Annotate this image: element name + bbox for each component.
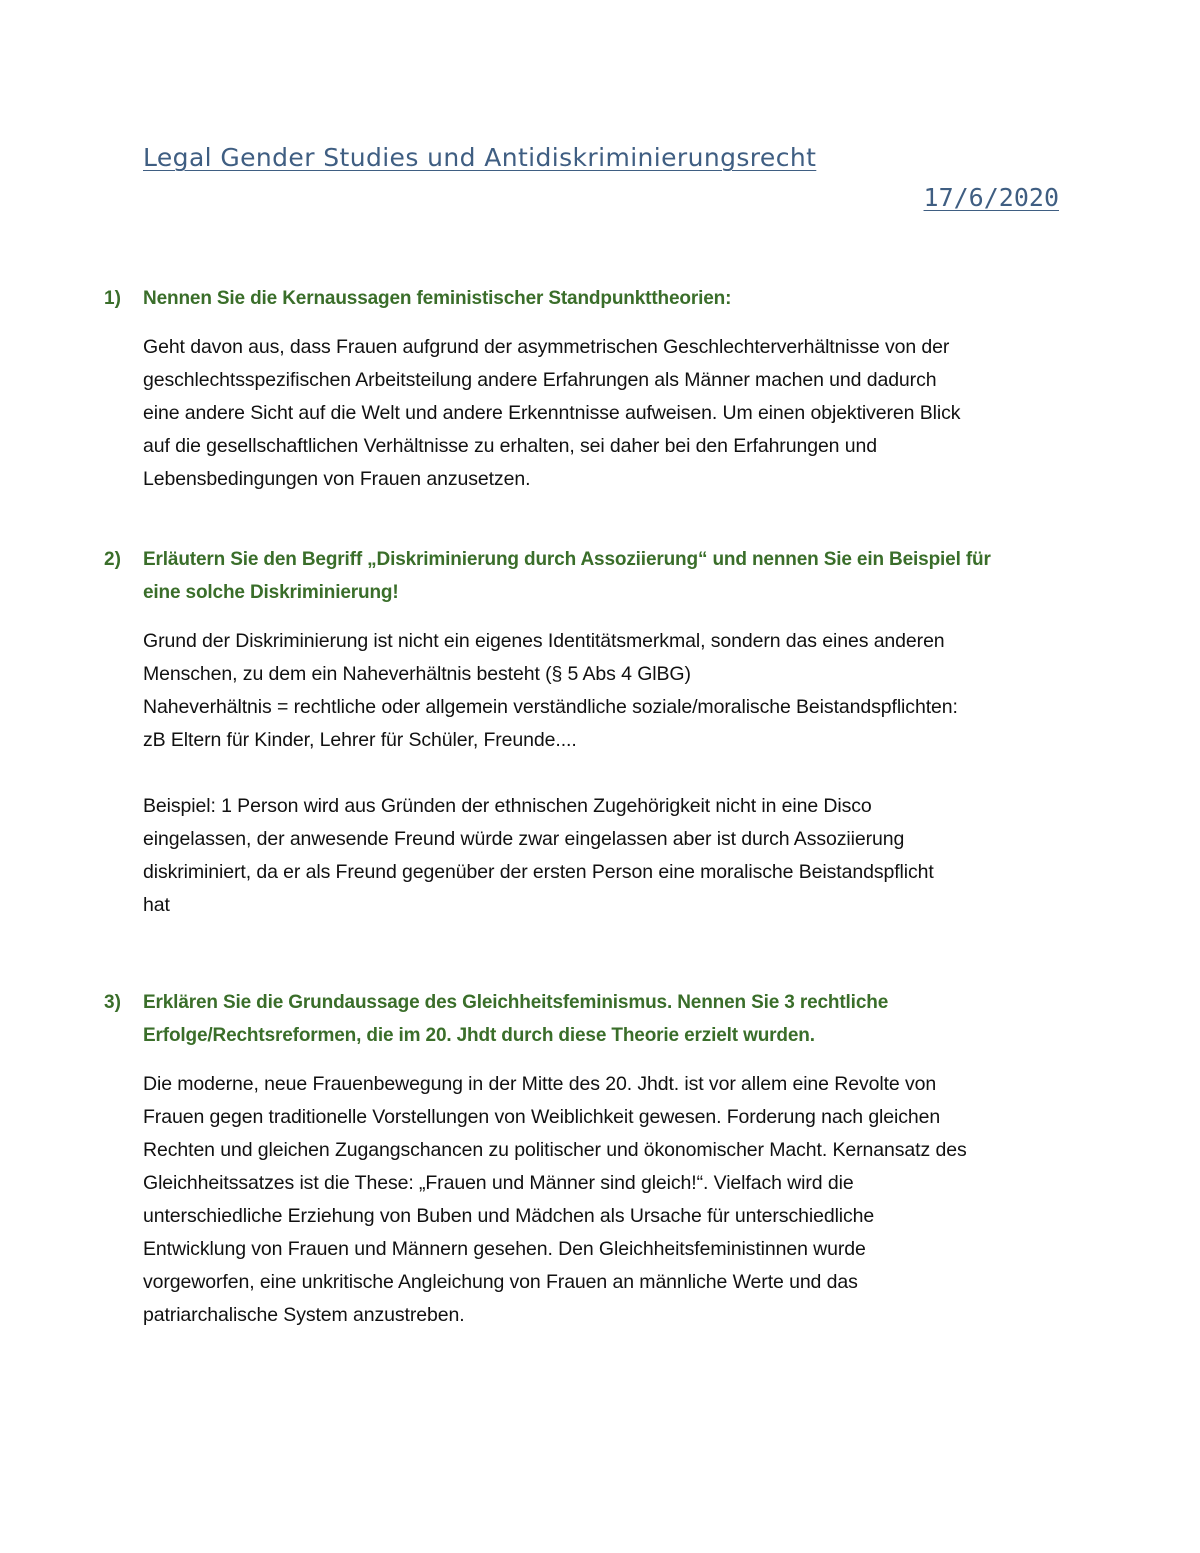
answer-block [143, 331, 1064, 496]
blank-line [143, 757, 1064, 790]
question-number: 3) [104, 992, 121, 1013]
answer-line: Geht davon aus, dass Frauen aufgrund der asymmetrischen Geschlechterverhältnisse von der [143, 336, 950, 358]
question-line: eine solche Diskriminierung! [143, 582, 399, 603]
answer-line: eine andere Sicht auf die Welt und andere Erkenntnisse aufweisen. Um einen objektiveren Blick [143, 402, 961, 424]
answer-line: Menschen, zu dem ein Naheverhältnis besteht (§ 5 Abs 4 GlBG) [143, 663, 691, 685]
document-title: Legal Gender Studies und Antidiskriminierungsrecht [143, 143, 817, 172]
question-number: 2) [104, 549, 121, 570]
question-line: Erläutern Sie den Begriff „Diskriminierung durch Assoziierung“ und nennen Sie ein Beispiel für [143, 549, 991, 570]
question-line: Erfolge/Rechtsreformen, die im 20. Jhdt durch diese Theorie erzielt wurden. [143, 1025, 815, 1046]
answer-line: Grund der Diskriminierung ist nicht ein eigenes Identitätsmerkmal, sondern das eines anderen [143, 630, 945, 652]
question-text [143, 986, 1064, 1052]
document-date: 17/6/2020 [923, 183, 1059, 212]
answer-block [143, 625, 1064, 922]
answer-line: Die moderne, neue Frauenbewegung in der Mitte des 20. Jhdt. ist vor allem eine Revolte von [143, 1073, 937, 1095]
question-heading [104, 543, 1064, 609]
answer-line: unterschiedliche Erziehung von Buben und Mädchen als Ursache für unterschiedliche [143, 1205, 875, 1227]
answer-block [143, 1068, 1064, 1332]
answer-line: Rechten und gleichen Zugangschancen zu politischer und ökonomischer Macht. Kernansatz des [143, 1139, 967, 1161]
answer-line: auf die gesellschaftlichen Verhältnisse zu erhalten, sei daher bei den Erfahrungen und [143, 435, 877, 457]
question-section-3 [104, 986, 1064, 1332]
answer-line: vorgeworfen, eine unkritische Angleichung von Frauen an männliche Werte und das [143, 1271, 858, 1293]
answer-line: patriarchalische System anzustreben. [143, 1304, 465, 1326]
question-heading [104, 282, 1064, 315]
question-heading [104, 986, 1064, 1052]
question-line: Nennen Sie die Kernaussagen feministischer Standpunkttheorien: [143, 288, 732, 309]
question-number: 1) [104, 288, 121, 309]
answer-line: Beispiel: 1 Person wird aus Gründen der ethnischen Zugehörigkeit nicht in eine Disco [143, 795, 872, 817]
question-line: Erklären Sie die Grundaussage des Gleichheitsfeminismus. Nennen Sie 3 rechtliche [143, 992, 889, 1013]
answer-line: Naheverhältnis = rechtliche oder allgemein verständliche soziale/moralische Beistandspflichten: [143, 696, 958, 718]
question-section-1 [104, 282, 1064, 496]
answer-line: Lebensbedingungen von Frauen anzusetzen. [143, 468, 531, 490]
answer-line: Frauen gegen traditionelle Vorstellungen von Weiblichkeit gewesen. Forderung nach gleichen [143, 1106, 941, 1128]
question-text [143, 543, 1064, 609]
answer-line: eingelassen, der anwesende Freund würde zwar eingelassen aber ist durch Assoziierung [143, 828, 905, 850]
answer-line: diskriminiert, da er als Freund gegenüber der ersten Person eine moralische Beistandspflicht [143, 861, 934, 883]
answer-line: hat [143, 894, 170, 916]
answer-line: zB Eltern für Kinder, Lehrer für Schüler, Freunde.... [143, 729, 577, 751]
question-section-2 [104, 543, 1064, 922]
question-text [143, 282, 1064, 315]
answer-line: Entwicklung von Frauen und Männern gesehen. Den Gleichheitsfeministinnen wurde [143, 1238, 866, 1260]
answer-line: geschlechtsspezifischen Arbeitsteilung andere Erfahrungen als Männer machen und dadurch [143, 369, 937, 391]
answer-line: Gleichheitssatzes ist die These: „Frauen und Männer sind gleich!“. Vielfach wird die [143, 1172, 854, 1194]
